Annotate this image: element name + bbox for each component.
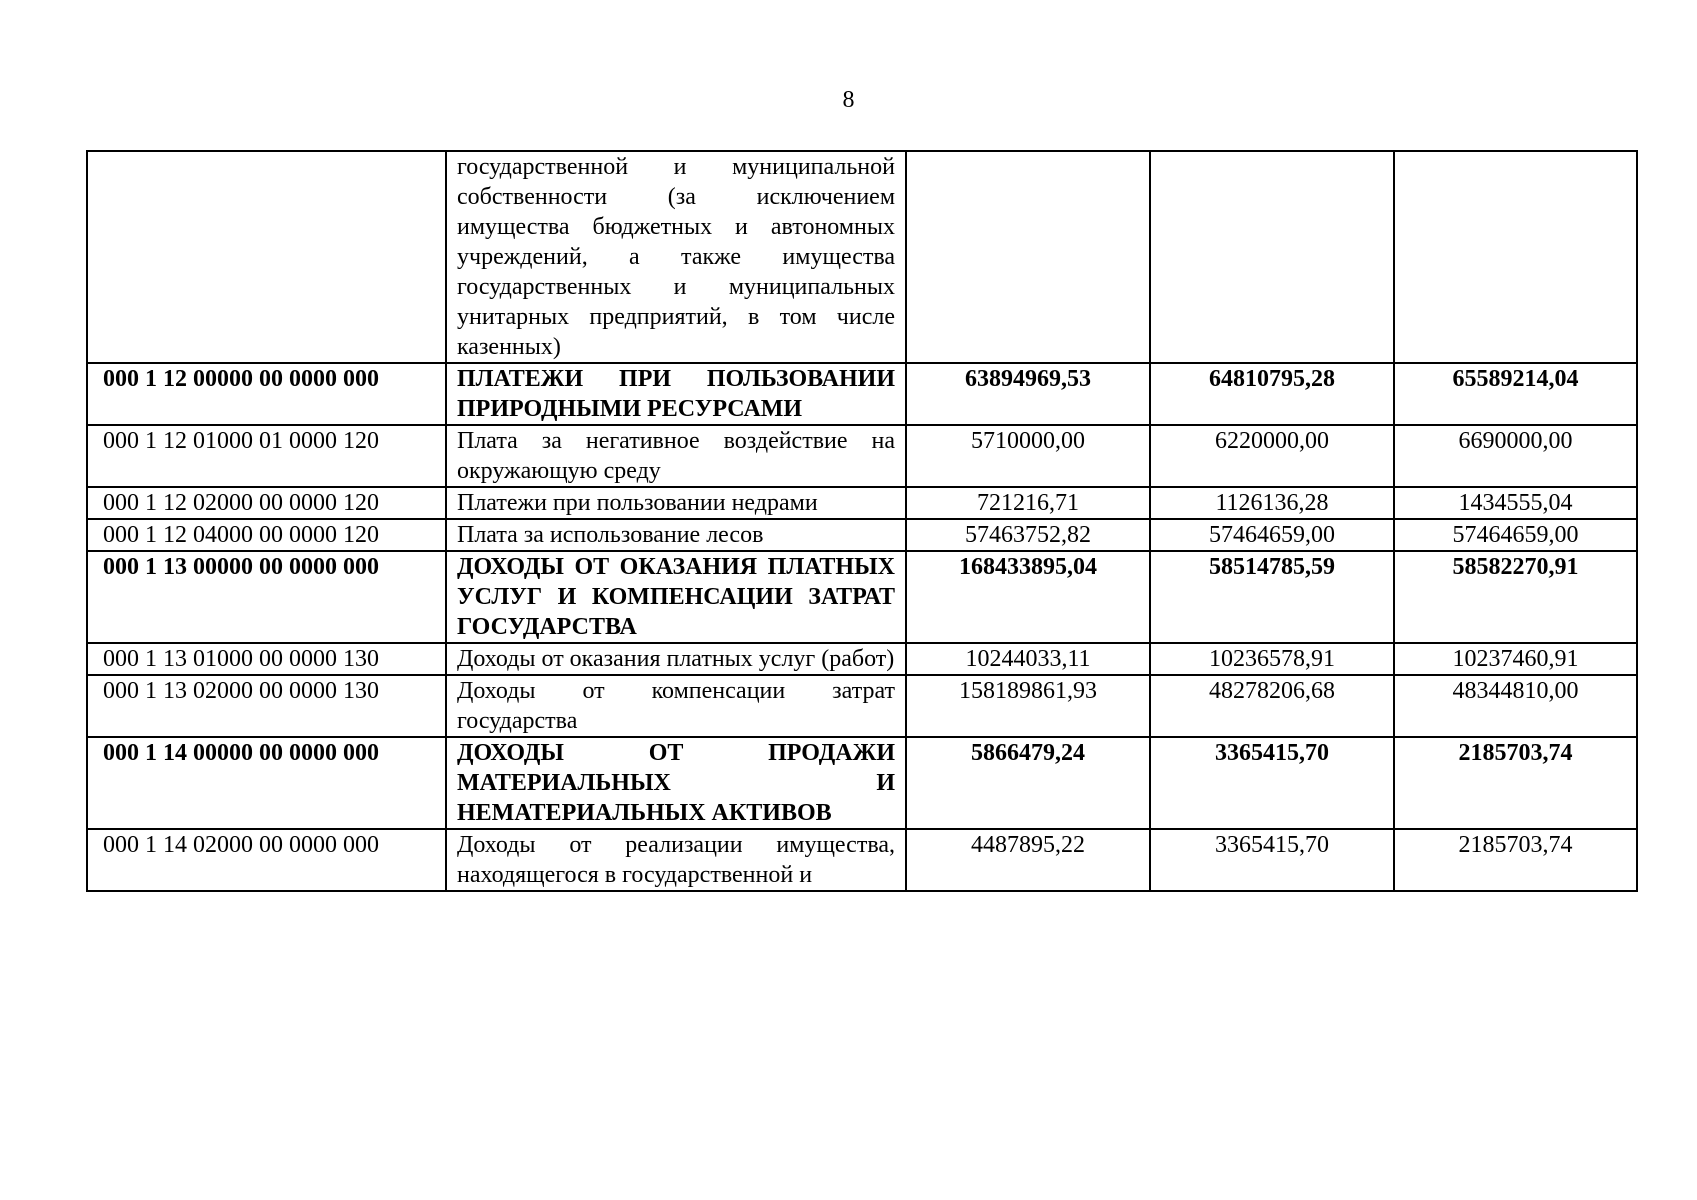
row-value-1: 63894969,53 <box>906 363 1150 425</box>
row-name: Плата за негативное воздействие на окружающую среду <box>446 425 906 487</box>
row-value-3: 2185703,74 <box>1394 829 1637 891</box>
row-value-2: 57464659,00 <box>1150 519 1394 551</box>
row-value-2: 58514785,59 <box>1150 551 1394 643</box>
row-name: Доходы от компенсации затрат государства <box>446 675 906 737</box>
row-value-1 <box>906 151 1150 363</box>
row-value-1: 721216,71 <box>906 487 1150 519</box>
table-row <box>87 643 1637 675</box>
row-code: 000 1 13 02000 00 0000 130 <box>87 675 446 737</box>
row-code: 000 1 12 00000 00 0000 000 <box>87 363 446 425</box>
row-code: 000 1 14 00000 00 0000 000 <box>87 737 446 829</box>
row-code: 000 1 13 00000 00 0000 000 <box>87 551 446 643</box>
row-value-3: 57464659,00 <box>1394 519 1637 551</box>
row-value-2: 1126136,28 <box>1150 487 1394 519</box>
row-code: 000 1 13 01000 00 0000 130 <box>87 643 446 675</box>
table-row <box>87 829 1637 891</box>
row-value-2: 3365415,70 <box>1150 737 1394 829</box>
row-value-2: 10236578,91 <box>1150 643 1394 675</box>
table-row-section <box>87 737 1637 829</box>
table-row-section <box>87 551 1637 643</box>
row-value-3: 6690000,00 <box>1394 425 1637 487</box>
row-code <box>87 151 446 363</box>
row-value-3 <box>1394 151 1637 363</box>
row-name: ПЛАТЕЖИ ПРИ ПОЛЬЗОВАНИИ ПРИРОДНЫМИ РЕСУРСАМИ <box>446 363 906 425</box>
revenue-table <box>86 150 1638 892</box>
row-code: 000 1 12 01000 01 0000 120 <box>87 425 446 487</box>
row-value-2 <box>1150 151 1394 363</box>
row-value-2: 6220000,00 <box>1150 425 1394 487</box>
row-value-3: 10237460,91 <box>1394 643 1637 675</box>
row-value-2: 48278206,68 <box>1150 675 1394 737</box>
table-row <box>87 675 1637 737</box>
row-value-2: 64810795,28 <box>1150 363 1394 425</box>
table-row <box>87 487 1637 519</box>
table-row <box>87 151 1637 363</box>
table-row <box>87 425 1637 487</box>
row-name: ДОХОДЫ ОТ ПРОДАЖИ МАТЕРИАЛЬНЫХ И НЕМАТЕРИАЛЬНЫХ АКТИВОВ <box>446 737 906 829</box>
row-value-1: 5866479,24 <box>906 737 1150 829</box>
page-number: 8 <box>842 87 855 113</box>
row-name: государственной и муниципальной собственности (за исключением имущества бюджетных и автономных учреждений, а также имущества государственных и муниципальных унитарных предприятий, в том числе казенных) <box>446 151 906 363</box>
row-code: 000 1 14 02000 00 0000 000 <box>87 829 446 891</box>
row-value-1: 4487895,22 <box>906 829 1150 891</box>
row-code: 000 1 12 02000 00 0000 120 <box>87 487 446 519</box>
row-value-3: 1434555,04 <box>1394 487 1637 519</box>
row-value-1: 168433895,04 <box>906 551 1150 643</box>
row-name: Доходы от оказания платных услуг (работ) <box>446 643 906 675</box>
row-value-3: 48344810,00 <box>1394 675 1637 737</box>
table-row <box>87 519 1637 551</box>
row-value-3: 2185703,74 <box>1394 737 1637 829</box>
row-value-1: 5710000,00 <box>906 425 1150 487</box>
row-name: Доходы от реализации имущества, находящегося в государственной и <box>446 829 906 891</box>
row-name: Плата за использование лесов <box>446 519 906 551</box>
row-value-2: 3365415,70 <box>1150 829 1394 891</box>
row-name: Платежи при пользовании недрами <box>446 487 906 519</box>
row-value-3: 65589214,04 <box>1394 363 1637 425</box>
row-value-1: 158189861,93 <box>906 675 1150 737</box>
row-value-1: 10244033,11 <box>906 643 1150 675</box>
row-code: 000 1 12 04000 00 0000 120 <box>87 519 446 551</box>
row-name: ДОХОДЫ ОТ ОКАЗАНИЯ ПЛАТНЫХ УСЛУГ И КОМПЕНСАЦИИ ЗАТРАТ ГОСУДАРСТВА <box>446 551 906 643</box>
row-value-1: 57463752,82 <box>906 519 1150 551</box>
row-value-3: 58582270,91 <box>1394 551 1637 643</box>
table-row-section <box>87 363 1637 425</box>
